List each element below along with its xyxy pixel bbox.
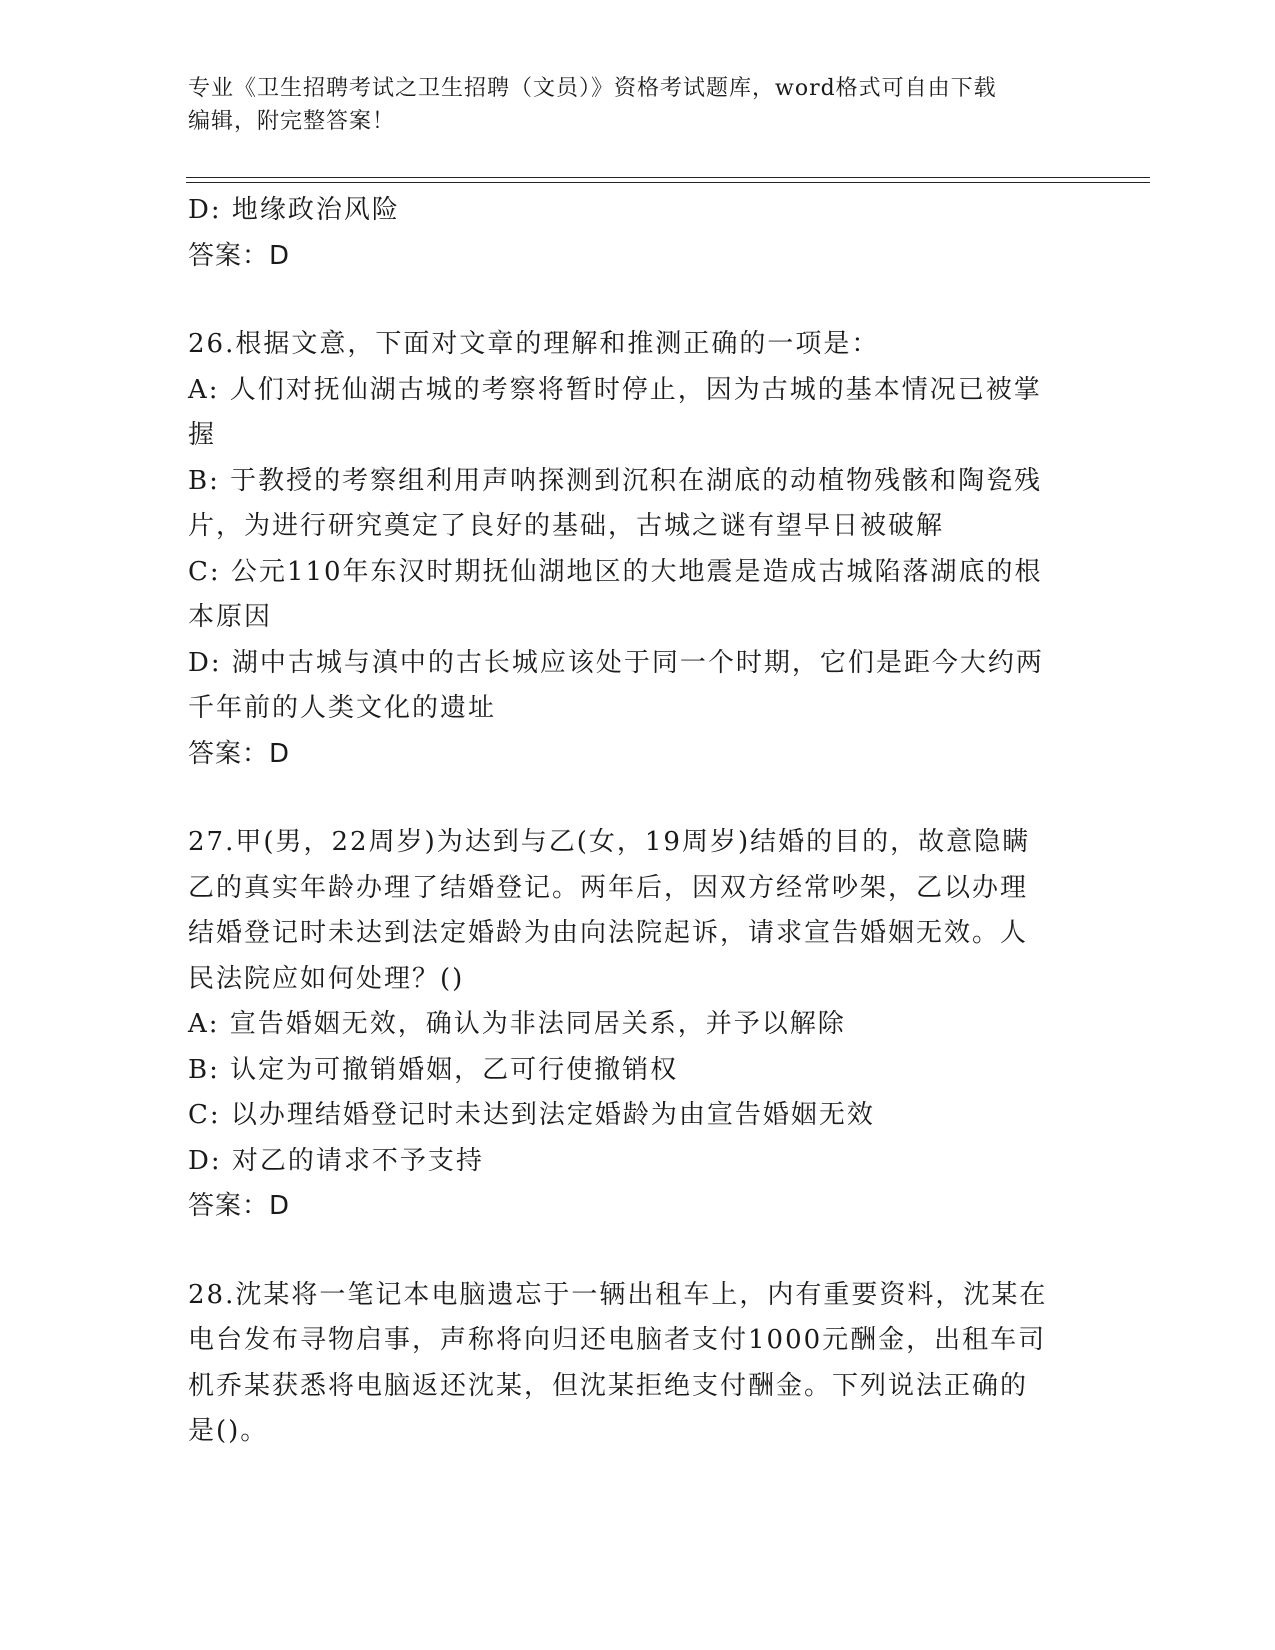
question-stem: 26.根据文意，下面对文章的理解和推测正确的一项是： <box>188 329 880 359</box>
option-d-cont: 千年前的人类文化的遗址 <box>188 693 497 723</box>
question-stem-cont: 是()。 <box>188 1416 269 1446</box>
option-a: A: 人们对抚仙湖古城的考察将暂时停止，因为古城的基本情况已被掌 <box>188 374 1042 405</box>
option-b: B: 认定为可撤销婚姻，乙可行使撤销权 <box>188 1054 679 1085</box>
answer-line: 答案：D <box>188 738 291 769</box>
answer-line: 答案：D <box>188 240 291 271</box>
option-d: D: 湖中古城与滇中的古长城应该处于同一个时期，它们是距今大约两 <box>188 647 1044 678</box>
option-c-cont: 本原因 <box>188 602 273 632</box>
question-list <box>188 188 1068 1455</box>
question-28 <box>188 1273 1068 1455</box>
page-header <box>188 72 1068 138</box>
question-26 <box>188 322 1068 777</box>
option-b: B: 于教授的考察组利用声呐探测到沉积在湖底的动植物残骸和陶瓷残 <box>188 465 1043 496</box>
answer-line: 答案：D <box>188 1191 291 1221</box>
option-d: D: 地缘政治风险 <box>188 195 400 225</box>
question-stem: 27.甲(男，22周岁)为达到与乙(女，19周岁)结婚的目的，故意隐瞒 <box>188 827 1031 857</box>
header-rule-top <box>186 177 1150 178</box>
header-line-1: 专业《卫生招聘考试之卫生招聘（文员）》资格考试题库，word格式可自由下载 <box>188 76 997 101</box>
question-stem-cont: 民法院应如何处理？() <box>188 963 465 994</box>
question-27 <box>188 820 1068 1230</box>
option-c: C: 以办理结婚登记时未达到法定婚龄为由宣告婚姻无效 <box>188 1100 875 1130</box>
header-line-2: 编辑，附完整答案！ <box>188 109 396 134</box>
option-c: C: 公元110年东汉时期抚仙湖地区的大地震是造成古城陷落湖底的根 <box>188 556 1043 587</box>
question-25-tail <box>188 188 1068 279</box>
option-d: D: 对乙的请求不予支持 <box>188 1145 484 1176</box>
header-rule-bottom <box>186 182 1150 183</box>
option-b-cont: 片，为进行研究奠定了良好的基础，古城之谜有望早日被破解 <box>188 511 945 541</box>
option-a-cont: 握 <box>188 420 217 450</box>
question-stem-cont: 电台发布寻物启事，声称将向归还电脑者支付1000元酬金，出租车司 <box>188 1325 1047 1355</box>
question-stem: 28.沈某将一笔记本电脑遗忘于一辆出租车上，内有重要资料，沈某在 <box>188 1279 1048 1310</box>
question-stem-cont: 机乔某获悉将电脑返还沈某，但沈某拒绝支付酬金。下列说法正确的 <box>188 1370 1029 1401</box>
option-a: A: 宣告婚姻无效，确认为非法同居关系，并予以解除 <box>188 1009 846 1039</box>
question-stem-cont: 乙的真实年龄办理了结婚登记。两年后，因双方经常吵架，乙以办理 <box>188 872 1029 903</box>
question-stem-cont: 结婚登记时未达到法定婚龄为由向法院起诉，请求宣告婚姻无效。人 <box>188 918 1029 948</box>
